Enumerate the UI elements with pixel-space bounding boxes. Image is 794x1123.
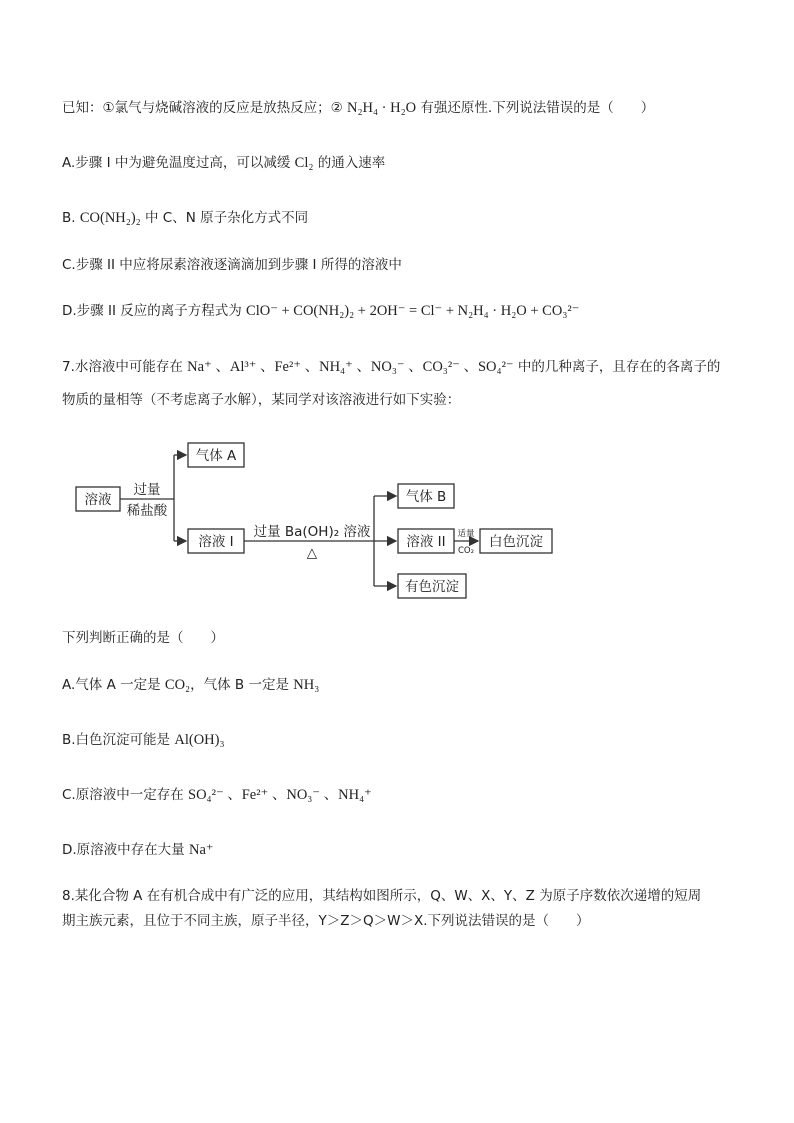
reagent1-bottom: 稀盐酸 — [126, 503, 168, 519]
q7-option-d-text: D.原溶液中存在大量 — [62, 842, 189, 858]
reagent3-top: 适量 — [457, 529, 475, 539]
sodium-ion: Na⁺ — [188, 842, 214, 858]
q7-option-a — [62, 675, 319, 695]
q6-option-a-suffix: 的通入速率 — [313, 155, 386, 171]
intro-suffix: 有强还原性.下列说法错误的是（ ） — [416, 100, 655, 116]
q8-stem-line2 — [62, 911, 590, 931]
q6-option-d — [62, 301, 579, 321]
intro-prefix: 已知：①氯气与烧碱溶液的反应是放热反应；② — [62, 100, 347, 116]
gas-b-label: 气体 B — [405, 489, 447, 505]
q6-option-b-text: 中 C、N 原子杂化方式不同 — [140, 210, 309, 226]
q7-option-c-text: C.原溶液中一定存在 — [62, 787, 189, 803]
reagent2-top: 过量 Ba(OH)₂ 溶液 — [253, 524, 371, 540]
q6-option-b — [62, 208, 308, 228]
q6-option-a-text: A.步骤 I 中为避免温度过高，可以减缓 — [62, 155, 295, 171]
ionic-equation: ClO⁻ + CO(NH₂)₂ + 2OH⁻ = Cl⁻ + N₂H₄ · H₂O + CO₃²⁻ — [246, 303, 580, 319]
intro-line — [62, 98, 654, 118]
q7-option-a-text: A.气体 A 一定是 — [62, 677, 165, 693]
q8-stem-line1 — [62, 886, 701, 906]
white-precipitate-label: 白色沉淀 — [489, 534, 543, 550]
q6-option-d-text: D.步骤 II 反应的离子方程式为 — [62, 303, 247, 319]
gas-a-label: 气体 A — [195, 448, 237, 464]
q6-option-a — [62, 153, 385, 173]
solution-2-label: 溶液 II — [406, 534, 446, 550]
reagent3-bottom: CO₂ — [457, 546, 475, 556]
q7-question — [62, 628, 224, 648]
chlorine-formula: Cl₂ — [294, 155, 314, 171]
co2-formula: CO₂ — [164, 677, 191, 693]
q7-option-a-mid: ，气体 B 一定是 — [190, 677, 294, 693]
q8-stem-text-1: 8.某化合物 A 在有机合成中有广泛的应用，其结构如图所示，Q、W、X、Y、Z 为原子序数依次递增的短周 — [62, 888, 702, 904]
q7-option-c — [62, 785, 372, 805]
colored-precipitate-label: 有色沉淀 — [405, 579, 459, 595]
aluminum-hydroxide-formula: Al(OH)₃ — [174, 732, 225, 748]
q7-stem-suffix: 中的几种离子，且存在的各离子的 — [513, 359, 721, 375]
solution-1-label: 溶液 I — [198, 534, 234, 550]
experiment-flow-diagram — [0, 435, 794, 605]
q7-option-b-text: B.白色沉淀可能是 — [62, 732, 175, 748]
ion-list: Na⁺ 、Al³⁺ 、Fe²⁺ 、NH₄⁺ 、NO₃⁻ 、CO₃²⁻ 、SO₄²⁻ — [187, 359, 514, 375]
hydrazine-hydrate-formula: N₂H₄ · H₂O — [347, 100, 417, 116]
q6-option-b-label: B. — [62, 210, 80, 226]
q7-stem-line2 — [62, 390, 460, 410]
nh3-formula: NH₃ — [293, 677, 320, 693]
reagent1-top: 过量 — [133, 482, 161, 498]
q7-stem-line1 — [62, 357, 720, 377]
q8-stem-text-2: 期主族元素，且位于不同主族，原子半径，Y＞Z＞Q＞W＞X.下列说法错误的是（ ） — [62, 913, 590, 929]
q6-option-c-text: C.步骤 II 中应将尿素溶液逐滴滴加到步骤 I 所得的溶液中 — [62, 257, 402, 273]
q7-stem-text: 物质的量相等（不考虑离子水解），某同学对该溶液进行如下实验： — [62, 392, 461, 408]
q7-option-d — [62, 840, 214, 860]
q7-question-text: 下列判断正确的是（ ） — [62, 630, 224, 646]
q7-stem-prefix: 7.水溶液中可能存在 — [62, 359, 188, 375]
reagent2-bottom: △ — [306, 545, 318, 561]
urea-formula: CO(NH₂)₂ — [79, 210, 141, 226]
solution-label: 溶液 — [84, 492, 112, 508]
q6-option-c — [62, 255, 402, 275]
q7-option-c-ions: SO₄²⁻ 、Fe²⁺ 、NO₃⁻ 、NH₄⁺ — [188, 787, 372, 803]
q7-option-b — [62, 730, 225, 750]
